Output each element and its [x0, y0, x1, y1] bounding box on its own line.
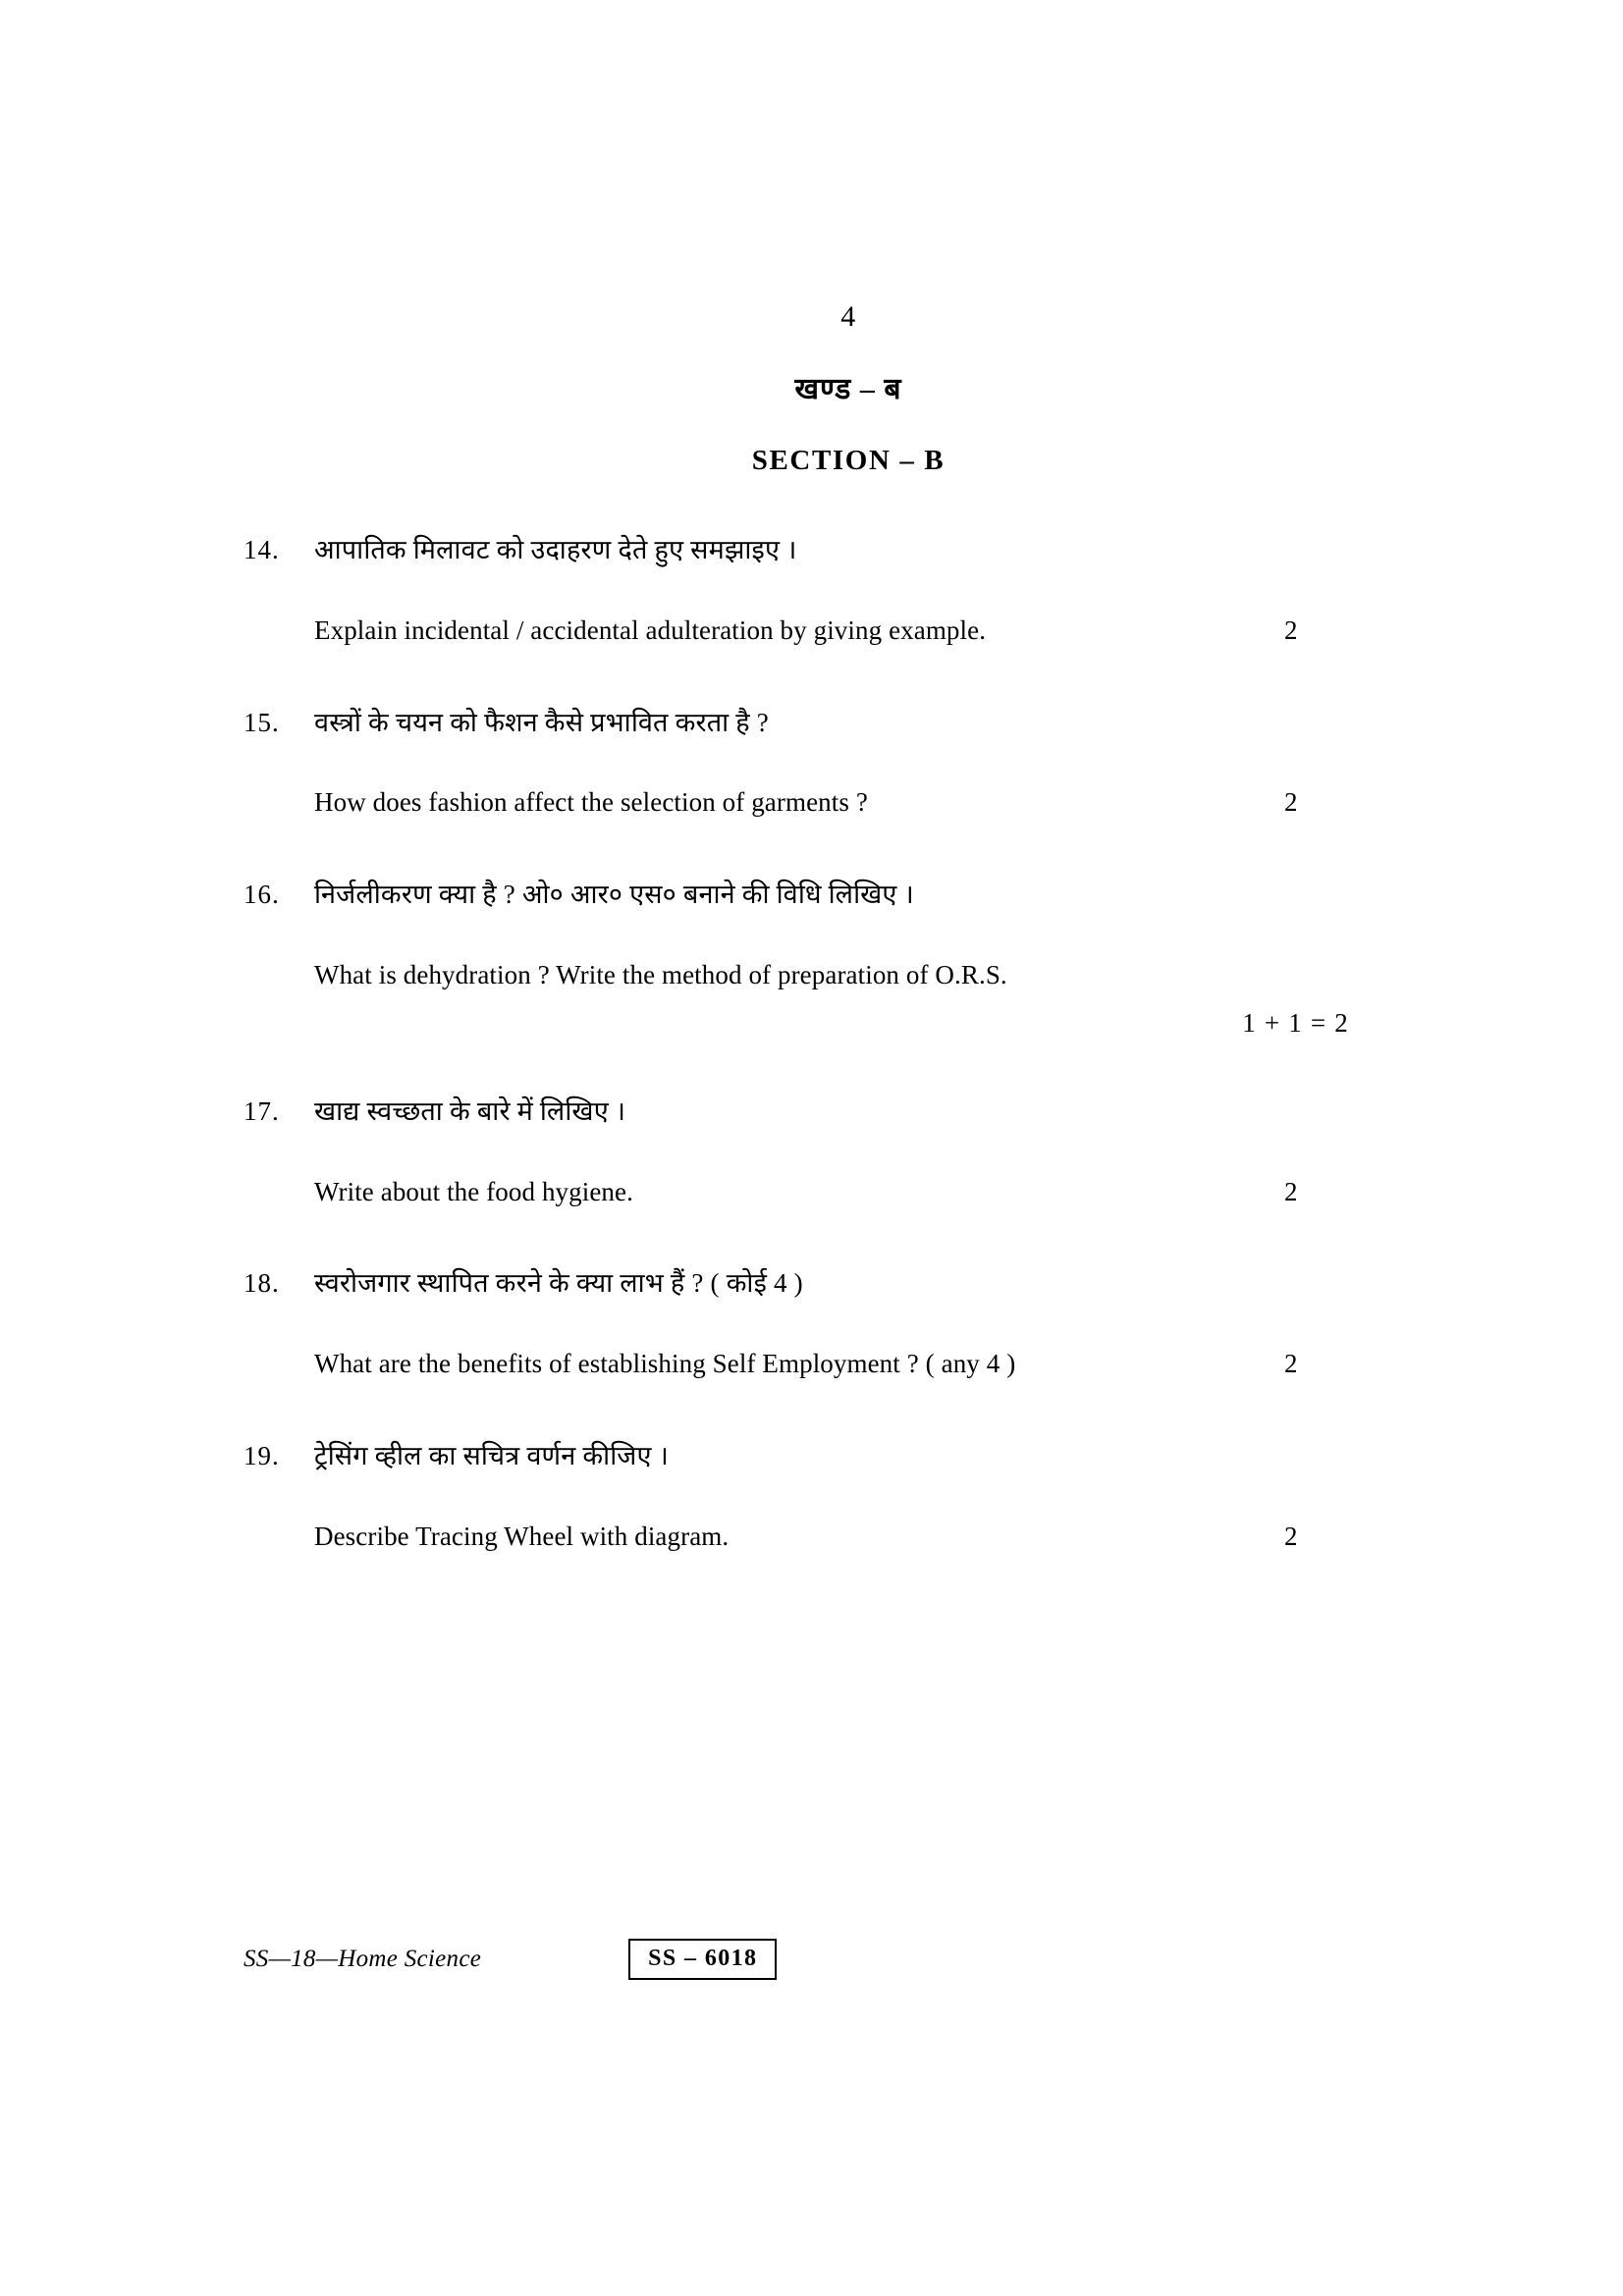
page-number: 4	[840, 300, 856, 333]
question-item	[243, 1438, 1392, 1556]
question-number: 17.	[243, 1095, 280, 1126]
question-number: 16.	[243, 880, 280, 910]
question-english-row	[243, 957, 1392, 994]
question-marks: 2	[1284, 1349, 1298, 1379]
question-item	[243, 1265, 1392, 1383]
question-text-hindi: निर्जलीकरण क्या है ? ओ० आर० एस० बनाने की विधि लिखिए ।	[314, 880, 914, 910]
question-hindi-row	[243, 1438, 1392, 1475]
question-marks: 2	[1284, 1176, 1298, 1206]
paper-code-box: SS – 6018	[628, 1939, 777, 1980]
question-text-english: Explain incidental / accidental adulteration by giving example.	[314, 614, 987, 645]
question-hindi-row	[243, 705, 1392, 742]
page-content	[243, 0, 1392, 1556]
question-text-hindi: स्वरोजगार स्थापित करने के क्या लाभ हैं ? ( कोई 4 )	[314, 1268, 803, 1299]
question-text-hindi: ट्रेसिंग व्हील का सचित्र वर्णन कीजिए ।	[314, 1440, 670, 1470]
question-text-hindi: आपातिक मिलावट को उदाहरण देते हुए समझाइए ।	[314, 535, 797, 564]
question-marks: 2	[1284, 1521, 1298, 1551]
question-text-english: What are the benefits of establishing Self Employment ? ( any 4 )	[314, 1349, 1016, 1379]
page-footer	[243, 1939, 1392, 1980]
question-text-hindi: वस्त्रों के चयन को फैशन कैसे प्रभावित करता है ?	[314, 707, 769, 737]
question-english-row	[243, 1519, 1392, 1556]
question-number: 14.	[243, 535, 280, 564]
question-marks-breakdown: 1 + 1 = 2	[1242, 1007, 1349, 1038]
question-text-hindi: खाद्य स्वच्छता के बारे में लिखिए ।	[314, 1095, 626, 1126]
question-text-english: Write about the food hygiene.	[314, 1176, 633, 1206]
section-heading-hindi: खण्ड – ब	[794, 373, 902, 405]
question-marks: 2	[1284, 614, 1298, 645]
footer-subject-label: SS—18—Home Science	[243, 1946, 482, 1973]
question-hindi-row	[243, 1265, 1392, 1303]
question-item	[243, 532, 1392, 650]
question-text-english: What is dehydration ? Write the method of preparation of O.R.S.	[314, 959, 1007, 989]
question-english-row	[243, 613, 1392, 650]
question-hindi-row	[243, 877, 1392, 914]
question-hindi-row	[243, 1094, 1392, 1131]
question-item	[243, 705, 1392, 823]
question-english-row	[243, 784, 1392, 822]
question-marks: 2	[1284, 787, 1298, 818]
question-text-english: How does fashion affect the selection of garments ?	[314, 787, 868, 818]
question-number: 18.	[243, 1268, 280, 1299]
question-number: 19.	[243, 1440, 280, 1470]
section-heading-english: SECTION – B	[751, 445, 946, 476]
question-item	[243, 1094, 1392, 1211]
question-number: 15.	[243, 707, 280, 737]
question-english-row	[243, 1346, 1392, 1383]
question-item	[243, 877, 1392, 1039]
question-text-english: Describe Tracing Wheel with diagram.	[314, 1521, 730, 1551]
question-english-row	[243, 1174, 1392, 1211]
question-hindi-row	[243, 532, 1392, 569]
